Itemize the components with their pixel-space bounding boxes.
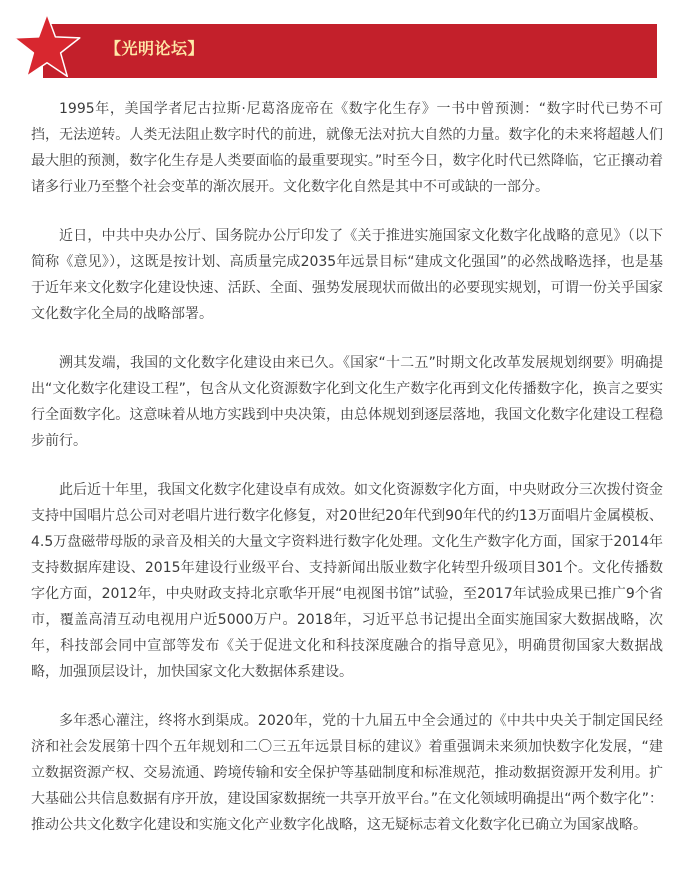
article-paragraph: 1995年，美国学者尼古拉斯·尼葛洛庞帝在《数字化生存》一书中曾预测：“数字时代已势不可挡，无法逆转。人类无法阻止数字时代的前进，就像无法对抗大自然的力量。数字化的未来将超越人们最大胆的预测，数字化生存是人类要面临的最重要现实。”时至今日，数字化时代已然降临，它正攘动着诸多行业乃至整个社会变革的渐次展开。文化数字化自然是其中不可或缺的一部分。: [31, 101, 663, 195]
section-banner: [13, 13, 657, 78]
article-body: [31, 96, 663, 838]
article-paragraph: 近日，中共中央办公厅、国务院办公厅印发了《关于推进实施国家文化数字化战略的意见》（以下简称《意见》），这既是按计划、高质量完成2035年远景目标“建成文化强国”的必然战略选择，也是基于近年来文化数字化建设快速、活跃、全面、强势发展现状而做出的必要现实规划，可谓一份关乎国家文化数字化全局的战略部署。: [31, 228, 663, 322]
article-paragraph: 多年悉心灌注，终将水到渠成。2020年，党的十九届五中全会通过的《中共中央关于制定国民经济和社会发展第十四个五年规划和二〇三五年远景目标的建议》着重强调未来须加快数字化发展，“建立数据资源产权、交易流通、跨境传输和安全保护等基础制度和标准规范，推动数据资源开发利用。扩大基础公共信息数据有序开放，建设国家数据统一共享开放平台。”在文化领域明确提出“两个数字化”：推动公共文化数字化建设和实施文化产业数字化战略，这无疑标志着文化数字化已确立为国家战略。: [31, 713, 663, 833]
star-icon: [13, 13, 81, 78]
article-paragraph: 溯其发端，我国的文化数字化建设由来已久。《国家“十二五”时期文化改革发展规划纲要》明确提出“文化数字化建设工程”，包含从文化资源数字化到文化生产数字化再到文化传播数字化，换言之要实行全面数字化。这意味着从地方实践到中央决策，由总体规划到逐层落地，我国文化数字化建设工程稳步前行。: [31, 355, 663, 449]
article-paragraph: 此后近十年里，我国文化数字化建设卓有成效。如文化资源数字化方面，中央财政分三次拨付资金支持中国唱片总公司对老唱片进行数字化修复，对20世纪20年代到90年代的约13万面唱片金属模板、4.5万盘磁带母版的录音及相关的大量文字资料进行数字化处理。文化生产数字化方面，国家于2014年支持数据库建设、2015年建设行业级平台、支持新闻出版业数字化转型升级项目301个。文化传播数字化方面，2012年，中央财政支持北京歌华开展“电视图书馆”试验，至2017年试验成果已推广9个省市，覆盖高清互动电视用户近5000万户。2018年，习近平总书记提出全面实施国家大数据战略，次年，科技部会同中宣部等发布《关于促进文化和科技深度融合的指导意见》，明确贯彻国家大数据战略，加强顶层设计，加快国家文化大数据体系建设。: [31, 482, 663, 680]
banner-title: 【光明论坛】: [105, 39, 205, 58]
